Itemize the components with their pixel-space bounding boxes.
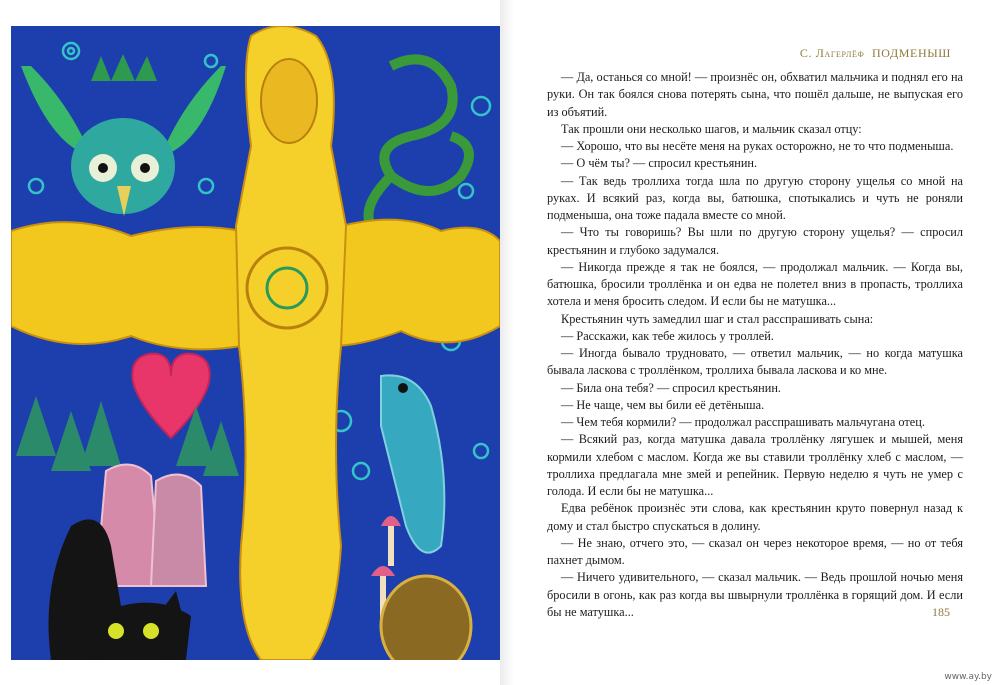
paragraph: — Била она тебя? — спросил крестьянин. bbox=[561, 380, 781, 395]
running-head-author: С. Лагерлёф bbox=[799, 46, 865, 60]
paragraph: — О чём ты? — спросил крестьянин. bbox=[561, 156, 758, 171]
paragraph: — Ничего удивительного, — сказал мальчик. — Ведь прошлой ночью меня бросили в огонь, как раз когда вы швырнули троллёнка в горящий дом. И если бы не матушка... bbox=[547, 570, 963, 619]
site-watermark: www.ay.by bbox=[944, 672, 992, 682]
paragraph: — Всякий раз, когда матушка давала троллёнку лягушек и мышей, меня кормили хлебом с маслом. Когда же вы ставили троллёнку хлеб с маслом, — троллиха предлагала мне змей и репейник. Первую неделю я чуть не умер с голода. И если бы не матушка... bbox=[547, 432, 963, 498]
paragraph: — Так ведь троллиха тогда шла по другую сторону ущелья со мной на руках. И всякий раз, когда вы, батюшка, спотыкались и чуть не роняли подменыша, она тоже падала вместе со мной. bbox=[547, 173, 963, 222]
paragraph: — Не знаю, отчего это, — сказал он через некоторое время, — но от тебя пахнет дымом. bbox=[547, 535, 963, 567]
paragraph: — Что ты говоришь? Вы шли по другую сторону ущелья? — спросил крестьянин и глубоко задумался. bbox=[547, 225, 963, 257]
book-illustration bbox=[11, 26, 500, 660]
paragraph: — Чем тебя кормили? — продолжал расспрашивать мальчугана отец. bbox=[561, 415, 925, 429]
paragraph: Так прошли они несколько шагов, и мальчик сказал отцу: bbox=[561, 121, 862, 136]
paragraph: — Никогда прежде я так не боялся, — продолжал мальчик. — Когда вы, батюшка, бросили троллёнка и он едва не полетел вниз в пропасть, троллиха хотела и меня бросить следом. И если бы не матушка... bbox=[547, 259, 963, 309]
paragraph: — Иногда бывало трудновато, — ответил мальчик, — но когда матушка бывала ласкова с троллёнком, троллиха бывала ласкова и ко мне. bbox=[547, 346, 963, 378]
paragraph: Крестьянин чуть замедлил шаг и стал расспрашивать сына: bbox=[561, 311, 874, 326]
running-head-title: ПОДМЕНЫШ bbox=[872, 46, 951, 60]
paragraph: — Не чаще, чем вы били её детёныша. bbox=[561, 397, 765, 412]
paragraph: — Да, останься со мной! — произнёс он, обхватил мальчика и поднял его на руки. Он так боялся снова потерять сына, что пошёл дальше, не выпуская его из объятий. bbox=[547, 70, 963, 119]
paragraph: Едва ребёнок произнёс эти слова, как крестьянин круто повернул назад к дому и стал быстро спускаться в долину. bbox=[547, 501, 963, 533]
page-gutter bbox=[500, 0, 514, 685]
paragraph: — Расскажи, как тебе жилось у троллей. bbox=[561, 328, 774, 343]
page-number: 185 bbox=[932, 605, 950, 619]
running-head bbox=[700, 46, 951, 61]
main-text bbox=[547, 69, 963, 621]
stone-shell bbox=[381, 576, 471, 660]
paragraph: — Хорошо, что вы несёте меня на руках осторожно, не то что подменыша. bbox=[561, 139, 954, 153]
illustration-artwork bbox=[11, 26, 500, 660]
